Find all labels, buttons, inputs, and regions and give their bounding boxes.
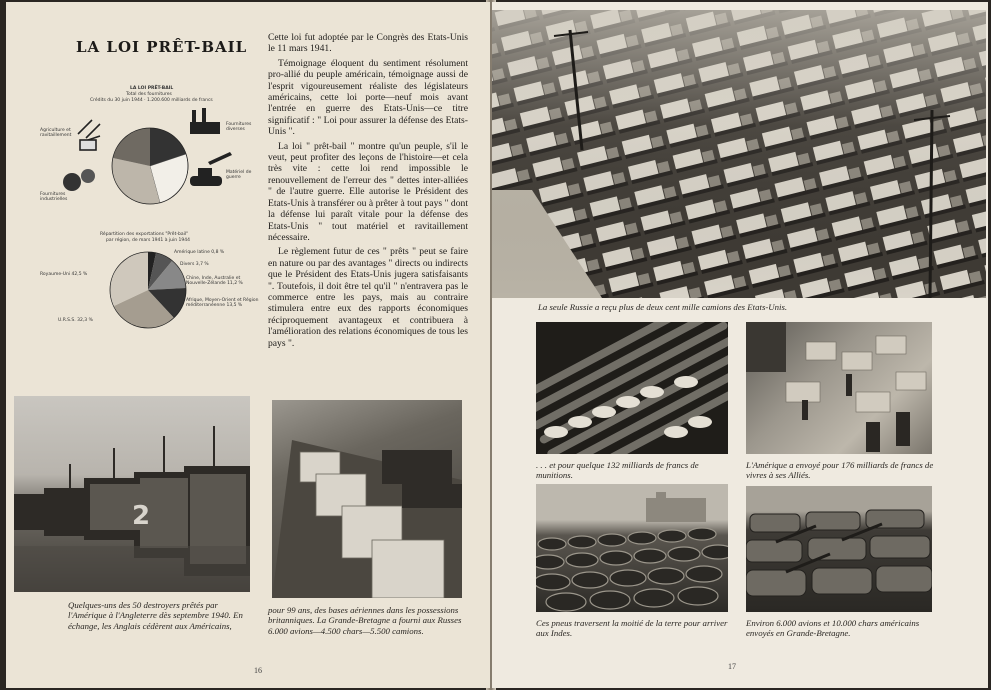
paragraph: Cette loi fut adoptée par le Congrès des Etats-Unis le 11 mars 1941. [268,32,468,55]
wheat-icon [78,120,100,150]
infographic-heading: LA LOI PRÊT-BAIL [130,86,174,91]
infographic-range: Crédits du 30 juin 1944 · 1.200.600 milliards de francs [90,98,213,103]
page-number: 17 [728,662,736,671]
train-photo [272,400,462,598]
gears-icon [63,169,95,191]
left-page [6,2,490,688]
caption-tanks: Environ 6.000 avions et 10.000 chars américains envoyés en Grande-Bretagne. [746,618,920,639]
label-china: Chine, Inde, Australie et Nouvelle-Zélande 11,2 % [186,276,243,286]
shells-photo [536,322,728,454]
caption-munitions: . . . et pour quelque 132 milliards de francs de munitions. [536,460,699,481]
paragraph: Le règlement futur de ces " prêts " peut se faire en nature ou par des avantages " directs ou indirects que le Président des Etats-Unis jugera satisfaisants ". Toutefois, il doit être tel qu'il " n'entravera pas le commerce entre les pays, mais au contraire stimulera entre eux des rapports économiques réciproquement avantageux et contribuera à l'amélioration des relations économiques de tous les pays ". [268,246,468,349]
infographic [40,82,260,382]
destroyers-photo [14,396,250,592]
infographic-heading-2: Répartition des exportations "Prêt-bail" [100,232,189,237]
label-ussr: U.R.S.S. 32,3 % [58,318,93,323]
page-number: 16 [254,666,262,675]
infographic-subheading: Total des fournitures [126,92,172,97]
pie-chart-regions [106,246,206,336]
page-title: LA LOI PRÊT-BAIL [76,38,248,56]
tank-icon [190,152,232,186]
factory-icon [190,108,220,134]
label-uk: Royaume-Uni 42,5 % [40,272,88,277]
label-industrial: Fournitures industrielles [40,192,68,202]
caption-tires: Ces pneus traversent la moitié de la terre pour arriver aux Indes. [536,618,728,639]
tanks-photo [746,486,932,612]
label-misc: Fournitures diverses [226,122,252,132]
label-arms: Matériel de guerre [226,170,252,180]
caption-bases: pour 99 ans, des bases aériennes dans les possessions britanniques. La Grande-Bretagne a fourni aux Russes 6.000 avions—4.500 chars—5.500 camions. [268,605,462,636]
label-latin-america: Amérique latine 0,8 % [174,250,225,255]
label-africa: Afrique, Moyen-Orient et Région méditerranéenne 13,5 % [186,298,259,308]
paragraph: Témoignage éloquent du sentiment résolument pro-allié du peuple américain, témoignage aussi de l'esprit vigoureusement réaliste des législateurs américains, cette loi porte—neuf mois avant l'entrée en guerre des Etats-Unis—ce titre significatif : " Loi pour assurer la défense des Etats-Unis ". [268,57,468,138]
paragraph: La loi " prêt-bail " montre qu'un peuple, s'il le veut, peut profiter des leçons de l'histoire—et cela très vite : cette loi rend impossible le renouvellement de l'erreur des " dettes inter-alliées " de l'autre guerre. Elle autorise le Président des Etats-Unis à transférer ou à prêter à tout pays " dont la défense lui paraît vitale pour la défense des Etats-Unis " tout matériel et ravitaillement nécessaire. [268,140,468,243]
trucks-photo [492,10,986,298]
food-crates-photo [746,322,932,454]
article-text [268,32,468,352]
svg-text:2: 2 [132,501,151,531]
caption-food: L'Amérique a envoyé pour 176 milliards de francs de vivres à ses Alliés. [746,460,934,481]
label-divers: Divers 3,7 % [180,262,209,267]
caption-trucks: La seule Russie a reçu plus de deux cent mille camions des Etats-Unis. [538,302,788,312]
infographic-subheading-2: par région, de mars 1941 à juin 1944 [106,238,190,243]
tires-photo [536,484,728,612]
label-agriculture: Agriculture et ravitaillement [40,128,72,138]
caption-destroyers: Quelques-uns des 50 destroyers prêtés par l'Amérique à l'Angleterre dès septembre 1940. En échange, les Anglais cédèrent aux Américains, [68,600,243,631]
right-page [492,2,988,688]
pie-chart-supplies [40,104,260,244]
